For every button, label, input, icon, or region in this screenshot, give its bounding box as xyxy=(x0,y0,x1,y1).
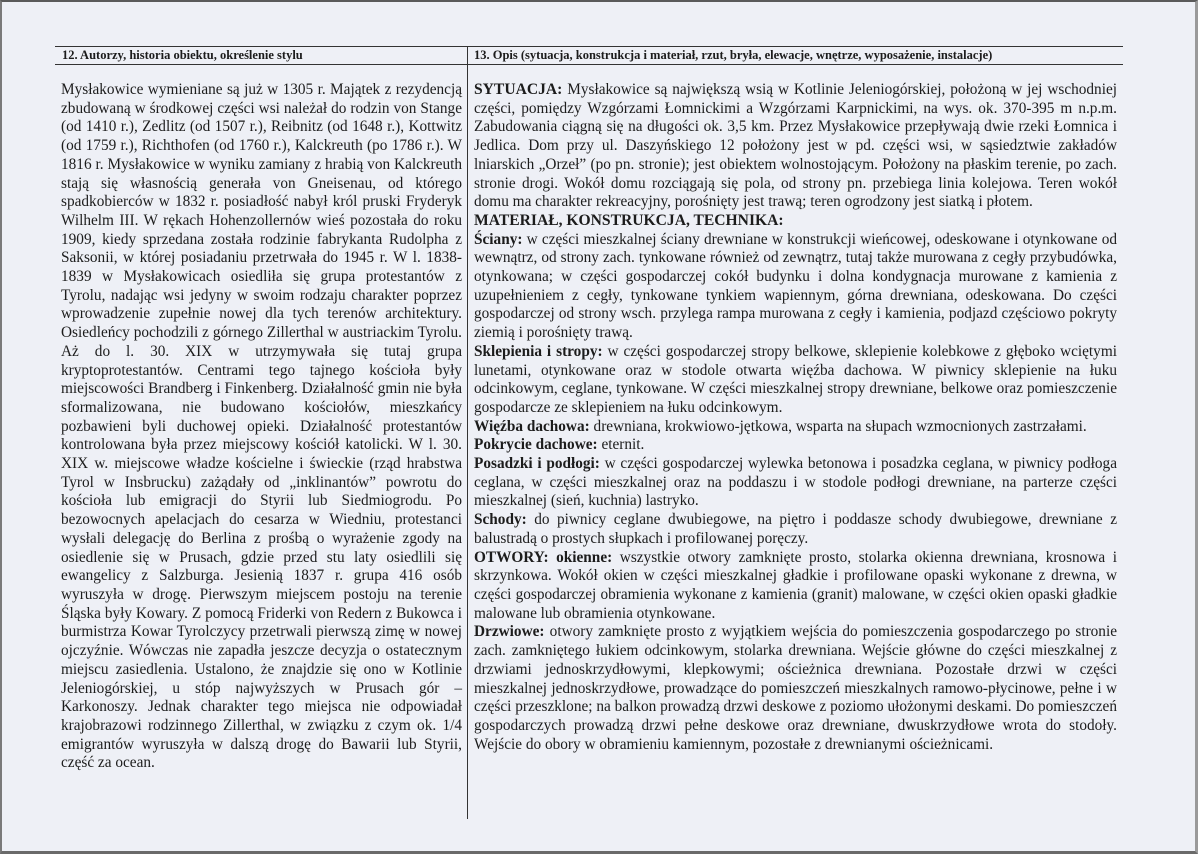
label-stairs: Schody: xyxy=(474,511,527,529)
label-doors: Drzwiowe: xyxy=(474,623,545,641)
text-roofing: eternit. xyxy=(597,436,645,454)
section-doors xyxy=(474,623,1117,754)
form-table-top-border xyxy=(55,46,1123,47)
history-text-column xyxy=(61,81,462,773)
label-windows: OTWORY: okienne: xyxy=(474,548,613,566)
label-floors: Posadzki i podłogi: xyxy=(474,455,600,473)
label-roofing: Pokrycie dachowe: xyxy=(474,436,598,454)
section-13-header: 13. Opis (sytuacja, konstrukcja i materiał, rzut, bryła, elewacje, wnętrze, wyposażenie, instalacje) xyxy=(474,48,993,62)
section-roof-truss xyxy=(474,418,1117,437)
header-row-divider xyxy=(55,64,1123,65)
text-walls: w części mieszkalnej ściany drewniane w konstrukcji wieńcowej, odeskowane i otynkowane od wewnątrz, od strony zach. tynkowane również od zewnątrz, tutaj także murowana z cegły przybudówka, otynkowana; w części gospodarczej cokół budynku i dolna kondygnacja murowane z kamienia z uzupełnieniem z cegły, tynkowane tynkiem wapiennym, górna drewniana, odeskowana. Do części gospodarczej od strony wsch. przylega rampa murowana z cegły i kamienia, podjazd częściowo pokryty ziemią i porośnięty trawą. xyxy=(474,230,1117,342)
text-floors: w części gospodarczej wylewka betonowa i posadzka ceglana, w piwnicy podłoga ceglana, w części mieszkalnej oraz na poddaszu i w stodole podłogi drewniane, na parterze części mieszkalnej (sień, kuchnia) lastryko. xyxy=(474,455,1117,510)
text-windows: wszystkie otwory zamknięte prosto, stolarka okienna drewniana, krosnowa i skrzynkowa. Wokół okien w części mieszkalnej gładkie i profilowane opaski wykonane z drewna, w części gospodarczej obramienia wykonane z kamienia (granit) malowane, w części okien opaski gładkie malowane lub obramienia otynkowane. xyxy=(474,548,1117,622)
label-situation: SYTUACJA: xyxy=(474,81,563,98)
label-roof-truss: Więźba dachowa: xyxy=(474,417,590,435)
text-vaults: w części gospodarczej stropy belkowe, sklepienie kolebkowe z głęboko wciętymi lunetami, otynkowane oraz w stodole otwarta więźba dachowa. W piwnicy sklepienie na łuku odcinkowym, ceglane, tynkowane. W części mieszkalnej stropy drewniane, belkowe oraz pomieszczenie gospodarcze ze sklepieniem na łuku odcinkowym. xyxy=(474,342,1117,416)
history-paragraph: Mysłakowice wymieniane są już w 1305 r. Majątek z rezydencją zbudowaną w środkowej części wsi należał do rodzin von Stange (od 1410 r.), Zedlitz (od 1507 r.), Reibnitz (od 1648 r.), Kottwitz (od 1759 r.), Richthofen (od 1760 r.), Kalckreuth (po 1786 r.). W 1816 r. Mysłakowice w wyniku zamiany z hrabią von Kalckreuth stają się własnością generała von Gneisenau, od którego spadkobierców w 1832 r. posiadłość nabył król pruski Fryderyk Wilhelm III. W rękach Hohenzollernów wieś pozostała do roku 1909, kiedy sprzedana została rodzinie fabrykanta Rudolpha z Saksonii, w której posiadaniu przetrwała do 1945 r. W l. 1838-1839 w Mysłakowicach osiedliła się grupa protestantów z Tyrolu, nadając wsi jedyny w swoim rodzaju charakter poprzez wprowadzenie zupełnie nowej dla tych terenów architektury. Osiedleńcy pochodzili z górnego Zillerthal w austriackim Tyrolu. Aż do l. 30. XIX w utrzymywała się tutaj grupa kryptoprotestantów. Centrami tego tajnego kościoła były miejscowości Brandberg i Finkenberg. Działalność gmin nie była sformalizowana, nie budowano kościołów, mieszkańcy pozbawieni byli duchowej opieki. Działalność protestantów kontrolowana była przez miejscowy kościół katolicki. W l. 30. XIX w. miejscowe władze kościelne i świeckie (rząd hrabstwa Tyrol w Insbrucku) zażądały od „inklinantów” powrotu do kościoła lub emigracji do Styrii lub Siedmiogrodu. Po bezowocnych apelacjach do cesarza w Wiedniu, protestanci wysłali delegację do Berlina z prośbą o wyrażenie zgody na osiedlenie się w Prusach, gdzie przed stu laty osiedlili się ewangelicy z Salzburga. Jesienią 1837 r. grupa 416 osób wyruszyła w drogę. Pierwszym miejscem postoju na terenie Śląska były Kowary. Z pomocą Friderki von Redern z Bukowca i burmistrza Kowar Tyrolczycy przetrwali pierwszą zimę w nowej ojczyźnie. Wówczas nie zapadła jeszcze decyzja o ostatecznym miejscu zasiedlenia. Ustalono, że znajdzie się ono w Kotlinie Jeleniogórskiej, u stóp najwyższych w Prusach gór – Karkonoszy. Jednak charakter tego miejsca nie odpowiadał krajobrazowi rodzinnego Zillerthal, w związku z czym ok. 1/4 emigrantów wyruszyła w dalszą drogę do Bawarii lub Styrii, część za ocean. xyxy=(61,81,462,772)
text-roof-truss: drewniana, krokwiowo-jętkowa, wsparta na słupach wzmocnionych zastrzałami. xyxy=(589,417,1087,435)
column-divider xyxy=(467,46,468,819)
text-stairs: do piwnicy ceglane dwubiegowe, na piętro i poddasze schody dwubiegowe, drewniane z balustradą o prostych słupkach i profilowanej poręczy. xyxy=(474,511,1117,547)
section-vaults-ceilings xyxy=(474,343,1117,418)
label-material: MATERIAŁ, KONSTRUKCJA, TECHNIKA: xyxy=(474,211,784,229)
text-situation: Mysłakowice są największą wsią w Kotlinie Jeleniogórskiej, położoną w jej wschodniej części, pomiędzy Wzgórzami Łomnickimi a Wzgórzami Karpnickimi, na wys. ok. 370-395 m n.p.m. Zabudowania ciągną się na długości ok. 3,5 km. Przez Mysłakowice przepływają dwie rzeki Łomnica i Jedlica. Dom przy ul. Daszyńskiego 12 położony jest w pd. części wsi, w sąsiedztwie zakładów lniarskich „Orzeł” (po pn. stronie); jest obiektem wolnostojącym. Położony na płaskim terenie, po zach. stronie drogi. Wokół domu rozciągają się pola, od strony pn. przebiega linia kolejowa. Teren wokół domu ma charakter rekreacyjny, porośnięty jest trawą; teren ogrodzony jest siatką i płotem. xyxy=(474,81,1117,211)
section-roofing xyxy=(474,436,1117,455)
section-12-header: 12. Autorzy, historia obiektu, określenie stylu xyxy=(62,48,303,62)
section-windows xyxy=(474,549,1117,624)
section-walls xyxy=(474,231,1117,343)
label-walls: Ściany: xyxy=(474,230,523,248)
text-doors: otwory zamknięte prosto z wyjątkiem wejścia do pomieszczenia gospodarczego po stronie zach. zamkniętego łukiem odcinkowym, stolarka drewniana. Wejście główne do części mieszkalnej z drzwiami jednoskrzydłowymi, klepkowymi; ościeżnica drewniana. Pozostałe drzwi w części mieszkalnej jednoskrzydłowe, prowadzące do pomieszczeń mieszkalnych ramowo-płycinowe, pełne i w części przeszklone; na balkon prowadzą drzwi deskowe z poziomo ułożonymi deskami. Do pomieszczeń gospodarczych prowadzą drzwi pełne deskowe oraz drewniane, dwuskrzydłowe wrota do stodoły. Wejście do obory w obramieniu kamiennym, pozostałe z drewnianymi ościeżnicami. xyxy=(474,623,1117,753)
section-material-construction xyxy=(474,212,1117,231)
section-floors xyxy=(474,455,1117,511)
label-vaults: Sklepienia i stropy: xyxy=(474,342,603,360)
section-stairs xyxy=(474,511,1117,548)
section-situation xyxy=(474,81,1117,212)
description-text-column xyxy=(474,81,1117,754)
